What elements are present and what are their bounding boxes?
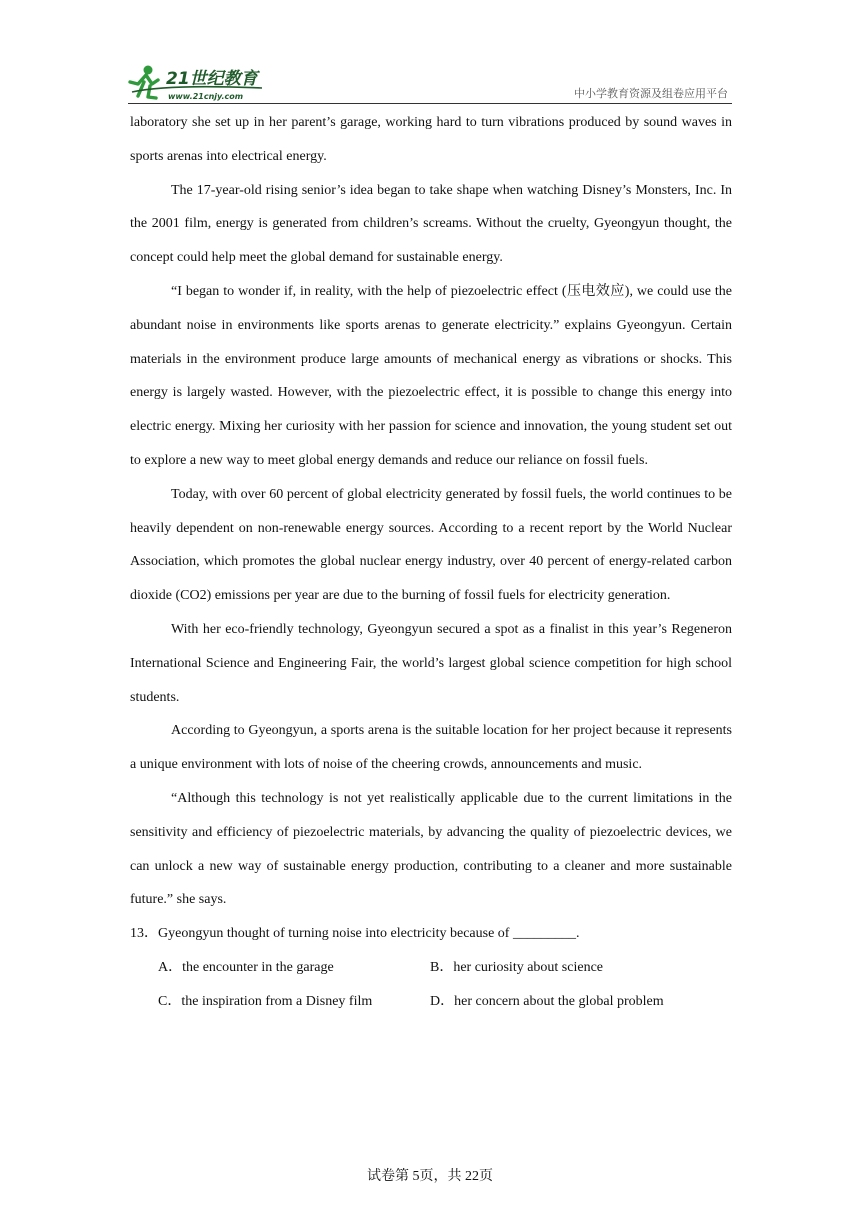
paragraph: The 17-year-old rising senior’s idea began to take shape when watching Disney’s Monsters, Inc. In the 2001 film, energy is generated from children’s screams. Without the cruelty, Gyeongyun thought, the concept could help meet the global demand for sustainable energy. bbox=[130, 182, 732, 266]
paragraph: laboratory she set up in her parent’s garage, working hard to turn vibrations produced by sound waves in sports arenas into electrical energy. bbox=[130, 115, 732, 164]
option-c[interactable]: C．the inspiration from a Disney film bbox=[158, 993, 373, 1009]
logo-url: www.21cnjy.com bbox=[168, 92, 244, 101]
logo-21cnjy bbox=[128, 62, 268, 102]
question-13: 13．Gyeongyun thought of turning noise into electricity because of _________. bbox=[130, 926, 580, 942]
page-footer: 试卷第 5页，共 22页 bbox=[367, 1169, 493, 1184]
page-header bbox=[128, 58, 732, 104]
options-row-1 bbox=[130, 951, 732, 985]
logo-text: 21世纪教育 bbox=[166, 69, 258, 89]
passage bbox=[130, 106, 732, 1019]
paragraph: “Although this technology is not yet realistically applicable due to the current limitations in the sensitivity and efficiency of piezoelectric materials, by advancing the quality of piezoelectric devices, we can unlock a new way of sustainable energy production, contributing to a cleaner and more sustainable future.” she says. bbox=[130, 790, 732, 908]
header-platform-text: 中小学教育资源及组卷应用平台 bbox=[574, 87, 728, 100]
paragraph: With her eco-friendly technology, Gyeongyun secured a spot as a finalist in this year’s Regeneron International Science and Engineering Fair, the world’s largest global science competition for high school students. bbox=[130, 621, 732, 705]
option-d[interactable]: D．her concern about the global problem bbox=[430, 993, 664, 1009]
paragraph: “I began to wonder if, in reality, with the help of piezoelectric effect (压电效应), we could use the abundant noise in environments like sports arenas to generate electricity.” explains Gyeongyun. Certain materials in the environment produce large amounts of mechanical energy as vibrations or shocks. This energy is largely wasted. However, with the piezoelectric effect, it is possible to change this energy into electric energy. Mixing her curiosity with her passion for science and innovation, the young student set out to explore a new way to meet global energy demands and reduce our reliance on fossil fuels. bbox=[130, 283, 732, 468]
paragraph: According to Gyeongyun, a sports arena is the suitable location for her project because it represents a unique environment with lots of noise of the cheering crowds, announcements and music. bbox=[130, 723, 732, 773]
header-divider bbox=[128, 103, 732, 104]
options-row-2 bbox=[130, 985, 732, 1019]
option-b[interactable]: B．her curiosity about science bbox=[430, 959, 604, 975]
paragraph: Today, with over 60 percent of global electricity generated by fossil fuels, the world continues to be heavily dependent on non-renewable energy sources. According to a recent report by the World Nuclear Association, which promotes the global nuclear energy industry, over 40 percent of energy-related carbon dioxide (CO2) emissions per year are due to the burning of fossil fuels for electricity generation. bbox=[130, 486, 732, 604]
option-a[interactable]: A．the encounter in the garage bbox=[158, 959, 334, 975]
